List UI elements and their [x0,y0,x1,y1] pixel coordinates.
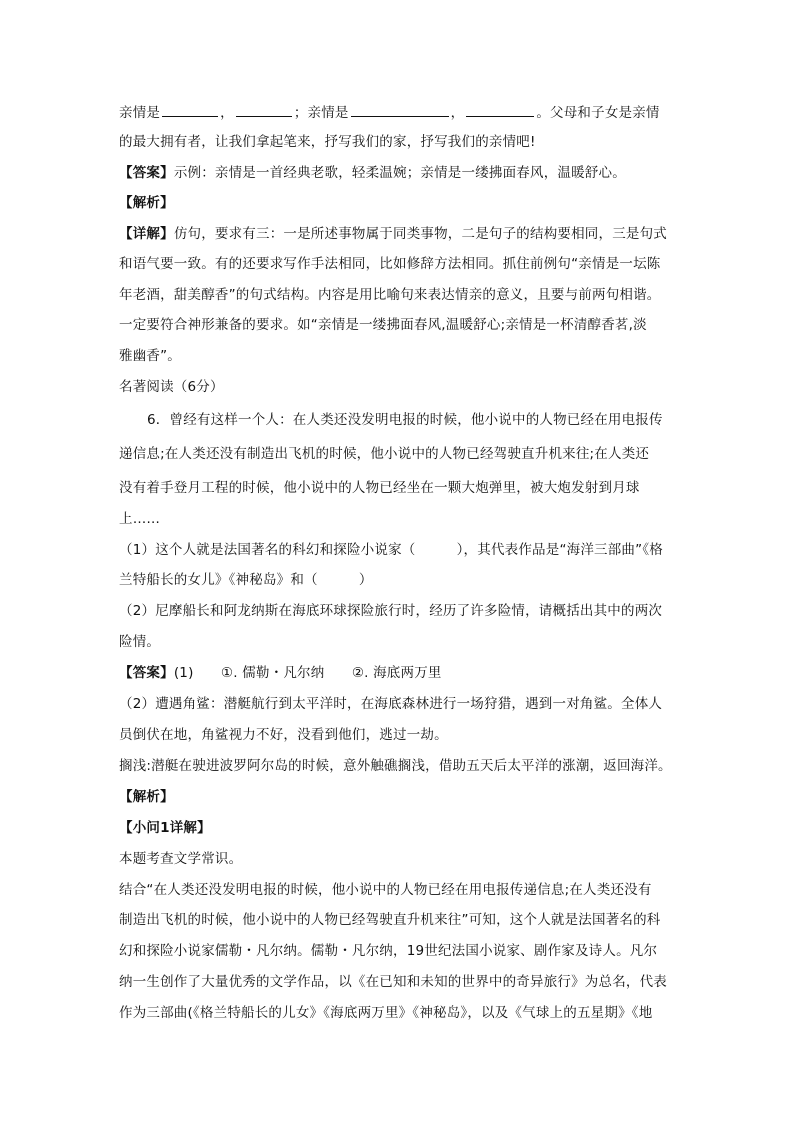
answer-text: 示例：亲情是一首经典老歌，轻柔温婉；亲情是一缕拂面春风，温暖舒心。 [173,165,626,181]
paragraph-line: 制造出飞机的时候，他小说中的人物已经驾驶直升机来往”可知，这个人就是法国著名的科 [119,912,661,928]
text-segment: ， [220,105,234,121]
answer-tag: 【答案】 [119,165,174,181]
detail-text: 仿句，要求有三：一是所述事物属于同类事物，二是句子的结构要相同，三是句式 [173,226,668,242]
text-segment: 亲情是 [119,105,161,121]
question-line: 上…… [119,511,161,527]
answer-line: 员倒伏在地，角鲨视力不好，没看到他们，逃过一劫。 [119,727,448,743]
answer-text: (1) ①. 儒勒・凡尔纳 ②. 海底两万里 [173,665,442,681]
paragraph-line: 本题考查文学常识。 [119,851,243,867]
answer-blank-2[interactable] [236,104,292,117]
text-segment: ；亲情是 [293,105,349,121]
sub-question-detail-heading: 【小问1详解】 [119,820,211,836]
answer-blank-1[interactable] [162,104,218,117]
answer-line [119,163,679,183]
sub-question-line: 兰特船长的女儿》《神秘岛》和（ ） [119,572,373,588]
paragraph-line: 和语气要一致。有的还要求写作手法相同，比如修辞方法相同。抓住前例句“亲情是一坛陈 [119,256,661,272]
question-line: 没有着手登月工程的时候，他小说中的人物已经坐在一颗大炮弹里，被大炮发射到月球 [119,480,640,496]
fill-in-blank-line [119,103,679,123]
detail-line [119,224,679,244]
answer-tag: 【答案】 [119,665,174,681]
analysis-heading: 【解析】 [119,195,174,211]
paragraph-line: 作为三部曲(《格兰特船长的儿女》《海底两万里》《神秘岛》，以及《气球上的五星期》《地 [119,1005,653,1021]
paragraph-line: 一定要符合神形兼备的要求。如“亲情是一缕拂面春风,温暖舒心;亲情是一杯清醇香茗,淡 [119,317,647,333]
paragraph-line: 雅幽香”。 [119,348,181,364]
answer-line: 搁浅:潜艇在驶进波罗阿尔岛的时候，意外触礁搁浅，借助五天后太平洋的涨潮，返回海洋。 [119,758,672,774]
detail-tag: 【详解】 [119,226,174,242]
question-line: 递信息;在人类还没有制造出飞机的时候，他小说中的人物已经驾驶直升机来往;在人类还 [119,446,650,462]
sub-question-line: （2）尼摩船长和阿龙纳斯在海底环球探险旅行时，经历了许多险情，请概括出其中的两次 [119,603,663,619]
analysis-heading: 【解析】 [119,789,174,805]
answer-blank-3[interactable] [351,104,449,117]
answer-blank-4[interactable] [466,104,534,117]
answer-line: （2）遭遇角鲨：潜艇航行到太平洋时，在海底森林进行一场狩猎，遇到一对角鲨。全体人 [119,696,663,712]
paragraph-line: 纳一生创作了大量优秀的文学作品，以《在已知和未知的世界中的奇异旅行》为总名，代表 [119,974,667,990]
section-heading: 名著阅读（6分） [119,379,224,395]
answer-line [119,663,679,683]
paragraph-line: 结合“在人类还没发明电报的时候，他小说中的人物已经在用电报传递信息;在人类还没有 [119,882,652,898]
sub-question-line: （1）这个人就是法国著名的科幻和探险小说家（ ），其代表作品是“海洋三部曲”《格 [119,542,663,558]
paragraph-line: 年老酒，甜美醇香”的句式结构。内容是用比喻句来表达情亲的意义，且要与前两句相谐。 [119,287,661,303]
text-segment: 。父母和子女是亲情 [536,105,660,121]
text-segment: ， [450,105,465,121]
question-line: 6．曾经有这样一个人：在人类还没发明电报的时候，他小说中的人物已经在用电报传 [147,412,663,428]
sub-question-line: 险情。 [119,634,161,650]
paragraph-line: 幻和探险小说家儒勒・凡尔纳。儒勒・凡尔纳，19世纪法国小说家、剧作家及诗人。凡尔 [119,943,658,959]
paragraph-line: 的最大拥有者，让我们拿起笔来，抒写我们的家，抒写我们的亲情吧! [119,134,536,150]
